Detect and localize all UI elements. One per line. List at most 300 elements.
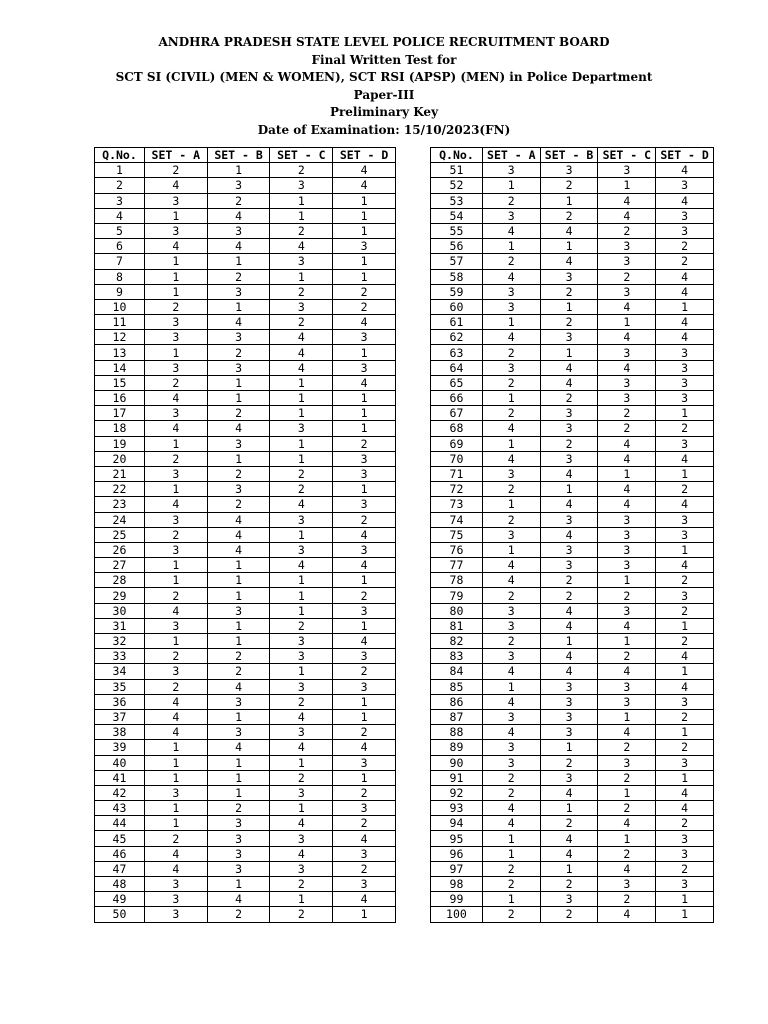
column-header-set-c: SET - C <box>270 148 333 163</box>
cell-qno: 31 <box>95 618 145 633</box>
cell-qno: 80 <box>431 603 483 618</box>
cell-qno: 79 <box>431 588 483 603</box>
cell-qno: 64 <box>431 360 483 375</box>
cell-set-b: 2 <box>540 315 598 330</box>
cell-qno: 55 <box>431 223 483 238</box>
cell-set-b: 1 <box>207 770 270 785</box>
cell-qno: 71 <box>431 466 483 481</box>
cell-set-b: 1 <box>207 709 270 724</box>
cell-set-d: 2 <box>333 725 396 740</box>
cell-set-a: 4 <box>144 861 207 876</box>
cell-set-b: 3 <box>207 694 270 709</box>
table-row <box>431 436 714 451</box>
cell-qno: 15 <box>95 375 145 390</box>
cell-set-d: 3 <box>656 375 714 390</box>
cell-set-a: 2 <box>144 299 207 314</box>
cell-set-b: 1 <box>540 634 598 649</box>
cell-qno: 54 <box>431 208 483 223</box>
cell-qno: 51 <box>431 163 483 178</box>
cell-set-c: 4 <box>598 907 656 922</box>
table-row <box>431 573 714 588</box>
cell-set-d: 3 <box>333 330 396 345</box>
cell-set-a: 2 <box>144 679 207 694</box>
cell-set-d: 1 <box>333 391 396 406</box>
cell-set-b: 4 <box>540 223 598 238</box>
table-row <box>431 740 714 755</box>
cell-qno: 76 <box>431 542 483 557</box>
cell-set-b: 1 <box>207 618 270 633</box>
cell-set-b: 4 <box>540 846 598 861</box>
cell-qno: 30 <box>95 603 145 618</box>
table-row <box>431 588 714 603</box>
cell-set-a: 1 <box>144 573 207 588</box>
table-row <box>431 406 714 421</box>
cell-qno: 84 <box>431 664 483 679</box>
cell-set-b: 3 <box>207 725 270 740</box>
cell-set-d: 3 <box>333 679 396 694</box>
cell-qno: 20 <box>95 451 145 466</box>
cell-qno: 29 <box>95 588 145 603</box>
cell-set-b: 1 <box>207 755 270 770</box>
cell-qno: 36 <box>95 694 145 709</box>
cell-set-b: 2 <box>540 436 598 451</box>
board-title: ANDHRA PRADESH STATE LEVEL POLICE RECRUITMENT BOARD <box>158 35 610 49</box>
cell-set-a: 3 <box>144 223 207 238</box>
cell-set-c: 3 <box>270 649 333 664</box>
cell-set-a: 3 <box>144 664 207 679</box>
cell-set-d: 2 <box>656 816 714 831</box>
cell-qno: 97 <box>431 861 483 876</box>
cell-qno: 47 <box>95 861 145 876</box>
cell-set-d: 3 <box>333 239 396 254</box>
table-row <box>431 649 714 664</box>
cell-set-b: 3 <box>207 284 270 299</box>
cell-qno: 45 <box>95 831 145 846</box>
cell-set-a: 1 <box>482 391 540 406</box>
cell-set-b: 1 <box>207 451 270 466</box>
table-row <box>431 239 714 254</box>
cell-set-c: 4 <box>270 558 333 573</box>
cell-set-b: 3 <box>540 330 598 345</box>
cell-set-c: 2 <box>598 740 656 755</box>
cell-set-d: 3 <box>333 755 396 770</box>
cell-set-c: 1 <box>270 436 333 451</box>
cell-set-b: 3 <box>540 770 598 785</box>
table-row <box>431 801 714 816</box>
cell-set-a: 4 <box>482 725 540 740</box>
cell-set-c: 3 <box>598 694 656 709</box>
cell-set-a: 3 <box>482 527 540 542</box>
table-row <box>431 360 714 375</box>
cell-set-d: 2 <box>656 254 714 269</box>
cell-set-b: 1 <box>207 877 270 892</box>
cell-set-a: 3 <box>144 406 207 421</box>
cell-set-d: 1 <box>656 466 714 481</box>
cell-qno: 57 <box>431 254 483 269</box>
cell-set-c: 4 <box>598 618 656 633</box>
cell-set-b: 3 <box>207 861 270 876</box>
table-row <box>95 709 396 724</box>
cell-qno: 61 <box>431 315 483 330</box>
cell-set-c: 1 <box>598 573 656 588</box>
cell-set-a: 4 <box>144 603 207 618</box>
cell-set-b: 2 <box>207 801 270 816</box>
cell-qno: 82 <box>431 634 483 649</box>
cell-set-b: 2 <box>207 345 270 360</box>
cell-set-c: 1 <box>270 406 333 421</box>
cell-set-c: 3 <box>270 831 333 846</box>
cell-set-b: 1 <box>540 740 598 755</box>
cell-qno: 5 <box>95 223 145 238</box>
table-row <box>431 679 714 694</box>
cell-qno: 19 <box>95 436 145 451</box>
cell-set-b: 1 <box>207 299 270 314</box>
cell-set-b: 1 <box>540 299 598 314</box>
table-row <box>95 542 396 557</box>
cell-set-b: 1 <box>540 239 598 254</box>
column-header-set-a: SET - A <box>144 148 207 163</box>
table-row <box>95 770 396 785</box>
cell-set-d: 4 <box>656 558 714 573</box>
table-row <box>431 223 714 238</box>
table-row <box>431 558 714 573</box>
cell-set-d: 1 <box>656 299 714 314</box>
cell-set-b: 3 <box>540 694 598 709</box>
cell-set-b: 4 <box>540 664 598 679</box>
cell-set-a: 3 <box>144 542 207 557</box>
cell-set-d: 4 <box>333 892 396 907</box>
cell-set-a: 3 <box>144 360 207 375</box>
cell-set-d: 1 <box>656 618 714 633</box>
cell-set-c: 1 <box>270 375 333 390</box>
cell-set-a: 1 <box>144 755 207 770</box>
cell-qno: 96 <box>431 846 483 861</box>
cell-set-a: 1 <box>482 436 540 451</box>
table-row <box>95 163 396 178</box>
table-row <box>95 907 396 922</box>
cell-set-b: 4 <box>207 208 270 223</box>
table-row <box>95 299 396 314</box>
cell-set-a: 4 <box>144 725 207 740</box>
cell-set-a: 1 <box>144 208 207 223</box>
cell-set-c: 4 <box>598 360 656 375</box>
cell-qno: 68 <box>431 421 483 436</box>
cell-set-c: 4 <box>598 816 656 831</box>
cell-qno: 38 <box>95 725 145 740</box>
cell-set-a: 3 <box>482 740 540 755</box>
cell-set-d: 3 <box>656 588 714 603</box>
table-row <box>95 861 396 876</box>
cell-set-b: 4 <box>540 527 598 542</box>
cell-set-a: 1 <box>482 679 540 694</box>
table-row <box>95 785 396 800</box>
cell-set-d: 2 <box>333 512 396 527</box>
cell-qno: 16 <box>95 391 145 406</box>
cell-set-b: 3 <box>207 603 270 618</box>
cell-qno: 10 <box>95 299 145 314</box>
table-row <box>431 254 714 269</box>
cell-qno: 24 <box>95 512 145 527</box>
cell-set-c: 2 <box>270 907 333 922</box>
cell-set-b: 3 <box>540 451 598 466</box>
cell-set-a: 1 <box>144 634 207 649</box>
cell-qno: 23 <box>95 497 145 512</box>
cell-qno: 25 <box>95 527 145 542</box>
cell-set-d: 1 <box>656 907 714 922</box>
cell-set-b: 3 <box>207 436 270 451</box>
cell-set-c: 4 <box>598 497 656 512</box>
cell-qno: 53 <box>431 193 483 208</box>
table-row <box>431 542 714 557</box>
cell-set-c: 3 <box>598 542 656 557</box>
cell-qno: 69 <box>431 436 483 451</box>
cell-set-c: 3 <box>598 284 656 299</box>
table-row <box>431 907 714 922</box>
cell-set-d: 3 <box>656 846 714 861</box>
cell-set-c: 1 <box>270 664 333 679</box>
cell-set-b: 3 <box>207 816 270 831</box>
column-header-set-b: SET - B <box>540 148 598 163</box>
cell-set-a: 1 <box>482 315 540 330</box>
table-row <box>431 497 714 512</box>
cell-qno: 33 <box>95 649 145 664</box>
cell-set-a: 3 <box>144 466 207 481</box>
post-title: SCT SI (CIVIL) (MEN & WOMEN), SCT RSI (APSP) (MEN) in Police Department <box>115 70 653 85</box>
cell-set-c: 2 <box>598 406 656 421</box>
key-type-label: Preliminary Key <box>329 105 439 120</box>
cell-set-a: 3 <box>482 466 540 481</box>
cell-set-b: 2 <box>540 907 598 922</box>
cell-set-d: 3 <box>656 360 714 375</box>
cell-set-b: 2 <box>540 588 598 603</box>
cell-set-c: 1 <box>270 451 333 466</box>
table-row <box>431 284 714 299</box>
cell-set-c: 2 <box>270 877 333 892</box>
cell-set-c: 3 <box>270 421 333 436</box>
cell-set-b: 1 <box>207 375 270 390</box>
cell-set-a: 4 <box>482 223 540 238</box>
cell-set-d: 2 <box>656 482 714 497</box>
cell-qno: 94 <box>431 816 483 831</box>
table-row <box>431 482 714 497</box>
table-row <box>95 725 396 740</box>
column-header-set-a: SET - A <box>482 148 540 163</box>
cell-set-c: 4 <box>270 330 333 345</box>
table-row <box>431 512 714 527</box>
cell-set-d: 2 <box>333 299 396 314</box>
cell-set-a: 1 <box>482 892 540 907</box>
cell-set-d: 3 <box>656 345 714 360</box>
cell-set-c: 4 <box>598 299 656 314</box>
cell-set-d: 4 <box>333 740 396 755</box>
cell-qno: 34 <box>95 664 145 679</box>
table-row <box>95 603 396 618</box>
cell-set-a: 1 <box>482 831 540 846</box>
cell-set-d: 2 <box>333 436 396 451</box>
cell-set-d: 1 <box>333 907 396 922</box>
cell-set-d: 1 <box>333 421 396 436</box>
cell-qno: 26 <box>95 542 145 557</box>
cell-set-c: 4 <box>270 360 333 375</box>
cell-set-b: 2 <box>207 907 270 922</box>
cell-set-d: 2 <box>656 740 714 755</box>
cell-set-d: 3 <box>333 360 396 375</box>
cell-set-c: 3 <box>598 755 656 770</box>
cell-qno: 1 <box>95 163 145 178</box>
table-row <box>95 679 396 694</box>
cell-set-c: 1 <box>270 391 333 406</box>
cell-set-d: 2 <box>656 861 714 876</box>
cell-set-c: 2 <box>598 421 656 436</box>
cell-set-d: 1 <box>333 573 396 588</box>
cell-set-a: 3 <box>144 618 207 633</box>
cell-set-c: 2 <box>598 269 656 284</box>
cell-qno: 100 <box>431 907 483 922</box>
table-row <box>95 649 396 664</box>
cell-set-c: 2 <box>270 694 333 709</box>
cell-set-a: 4 <box>144 239 207 254</box>
cell-set-a: 1 <box>144 558 207 573</box>
cell-qno: 27 <box>95 558 145 573</box>
cell-qno: 58 <box>431 269 483 284</box>
cell-set-a: 4 <box>482 694 540 709</box>
table-row <box>95 466 396 481</box>
table-row <box>431 330 714 345</box>
cell-qno: 75 <box>431 527 483 542</box>
cell-set-a: 3 <box>482 709 540 724</box>
cell-qno: 7 <box>95 254 145 269</box>
cell-set-d: 1 <box>333 254 396 269</box>
cell-set-d: 2 <box>656 421 714 436</box>
cell-qno: 35 <box>95 679 145 694</box>
cell-set-c: 1 <box>270 193 333 208</box>
table-row <box>95 223 396 238</box>
cell-set-a: 4 <box>144 421 207 436</box>
cell-set-c: 3 <box>270 679 333 694</box>
cell-set-c: 3 <box>598 391 656 406</box>
cell-set-d: 1 <box>656 725 714 740</box>
cell-set-d: 2 <box>656 709 714 724</box>
cell-set-a: 3 <box>144 892 207 907</box>
cell-set-b: 2 <box>540 208 598 223</box>
cell-set-a: 3 <box>144 512 207 527</box>
cell-set-c: 4 <box>270 709 333 724</box>
cell-set-a: 4 <box>144 178 207 193</box>
cell-set-c: 3 <box>270 512 333 527</box>
cell-qno: 17 <box>95 406 145 421</box>
cell-set-a: 3 <box>144 315 207 330</box>
cell-set-c: 2 <box>270 770 333 785</box>
cell-qno: 50 <box>95 907 145 922</box>
cell-set-a: 2 <box>144 527 207 542</box>
table-row <box>431 315 714 330</box>
cell-set-c: 2 <box>270 284 333 299</box>
cell-qno: 70 <box>431 451 483 466</box>
table-row <box>95 193 396 208</box>
cell-qno: 22 <box>95 482 145 497</box>
cell-set-a: 3 <box>482 618 540 633</box>
table-row <box>95 482 396 497</box>
cell-set-a: 2 <box>482 345 540 360</box>
cell-qno: 95 <box>431 831 483 846</box>
table-row <box>95 512 396 527</box>
cell-set-d: 1 <box>656 892 714 907</box>
table-row <box>95 846 396 861</box>
table-row <box>95 740 396 755</box>
cell-set-d: 1 <box>333 770 396 785</box>
column-header-qno: Q.No. <box>95 148 145 163</box>
cell-set-c: 3 <box>270 725 333 740</box>
table-row <box>431 725 714 740</box>
column-header-set-d: SET - D <box>333 148 396 163</box>
cell-qno: 44 <box>95 816 145 831</box>
cell-set-c: 3 <box>598 163 656 178</box>
cell-set-a: 4 <box>482 558 540 573</box>
column-header-set-c: SET - C <box>598 148 656 163</box>
cell-set-d: 2 <box>333 816 396 831</box>
cell-set-d: 1 <box>333 694 396 709</box>
table-row <box>95 208 396 223</box>
cell-set-a: 3 <box>482 360 540 375</box>
cell-set-a: 4 <box>144 694 207 709</box>
cell-set-c: 4 <box>598 725 656 740</box>
cell-set-a: 2 <box>482 877 540 892</box>
cell-qno: 4 <box>95 208 145 223</box>
cell-set-a: 1 <box>144 482 207 497</box>
cell-set-b: 1 <box>207 391 270 406</box>
cell-set-a: 3 <box>144 330 207 345</box>
cell-set-c: 3 <box>270 634 333 649</box>
cell-set-b: 4 <box>207 512 270 527</box>
table-row <box>431 831 714 846</box>
cell-set-b: 3 <box>540 269 598 284</box>
table-row <box>431 163 714 178</box>
cell-qno: 90 <box>431 755 483 770</box>
cell-qno: 87 <box>431 709 483 724</box>
cell-set-c: 3 <box>270 299 333 314</box>
cell-set-c: 4 <box>598 451 656 466</box>
cell-set-b: 3 <box>540 542 598 557</box>
cell-set-a: 3 <box>482 603 540 618</box>
cell-set-b: 4 <box>207 740 270 755</box>
cell-set-b: 1 <box>540 193 598 208</box>
cell-set-a: 3 <box>144 907 207 922</box>
cell-set-c: 2 <box>598 801 656 816</box>
table-row <box>95 573 396 588</box>
cell-set-a: 2 <box>144 375 207 390</box>
cell-set-c: 1 <box>598 634 656 649</box>
table-row <box>95 315 396 330</box>
cell-set-c: 4 <box>598 482 656 497</box>
cell-set-d: 3 <box>656 527 714 542</box>
cell-qno: 72 <box>431 482 483 497</box>
cell-set-c: 1 <box>270 588 333 603</box>
cell-set-a: 3 <box>482 299 540 314</box>
cell-set-b: 2 <box>207 649 270 664</box>
cell-qno: 77 <box>431 558 483 573</box>
cell-set-a: 1 <box>144 436 207 451</box>
exam-title: Final Written Test for <box>311 52 457 67</box>
cell-qno: 59 <box>431 284 483 299</box>
cell-qno: 40 <box>95 755 145 770</box>
cell-qno: 28 <box>95 573 145 588</box>
cell-qno: 18 <box>95 421 145 436</box>
cell-set-c: 2 <box>270 315 333 330</box>
cell-set-d: 4 <box>333 178 396 193</box>
cell-set-c: 3 <box>598 254 656 269</box>
cell-set-b: 2 <box>207 406 270 421</box>
cell-set-d: 2 <box>333 664 396 679</box>
